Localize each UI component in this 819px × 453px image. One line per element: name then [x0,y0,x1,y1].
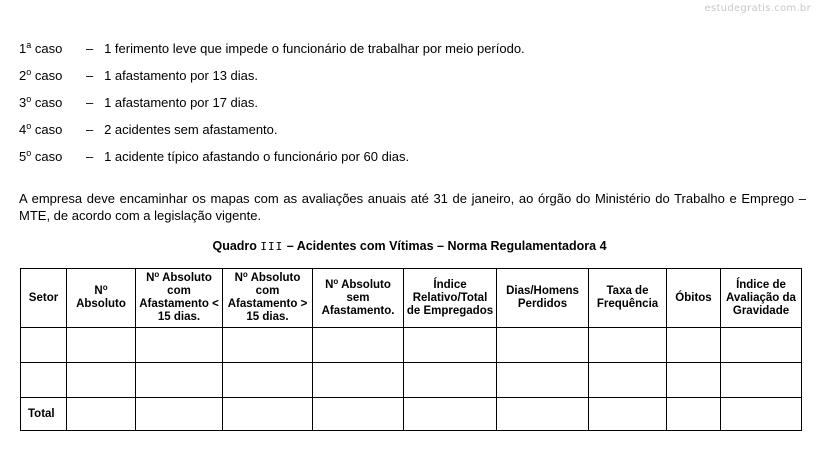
header-absoluto: $N^o$ Absoluto [67,269,136,328]
table-cell [589,363,667,398]
case-text: 1 acidente típico afastando o funcionário por 60 dias. [104,149,410,164]
header-obitos: Óbitos [667,269,721,328]
roman-numeral: III [260,240,284,253]
case-dash: – [86,68,94,83]
case-item [19,148,525,175]
case-text: 1 afastamento por 13 dias. [104,68,259,83]
table-cell [313,363,404,398]
table-cell [721,398,802,431]
table-cell [67,363,136,398]
table-cell [313,328,404,363]
case-number: 5$^o$ caso [19,148,63,164]
table-cell [136,328,223,363]
table-cell [497,328,589,363]
case-dash: – [86,122,94,137]
table-row [21,363,802,398]
case-item [19,121,525,148]
table-cell [721,328,802,363]
table-cell [136,363,223,398]
header-com-afastamento-menor-15: $N^o$ Absoluto com Afastamento < 15 dias. [136,269,223,328]
table-cell [404,398,497,431]
table-title: Quadro III – Acidentes com Vítimas – Norma Regulamentadora 4 [212,239,607,253]
case-item [19,40,525,67]
case-number: 1$^a$ caso [19,40,63,56]
watermark: estudegratis.com.br [704,3,811,14]
case-item [19,94,525,121]
table-cell [313,398,404,431]
table-cell [404,328,497,363]
header-dias-homens: Dias/Homens Perdidos [497,269,589,328]
table-row [21,328,802,363]
case-number: 4$^o$ caso [19,121,63,137]
table-cell [21,328,67,363]
table-cell [589,398,667,431]
table-cell [67,398,136,431]
case-list [19,40,525,175]
case-dash: – [86,149,94,164]
header-sem-afastamento: $N^o$ Absoluto sem Afastamento. [313,269,404,328]
total-label: Total [21,398,67,431]
table-cell [21,363,67,398]
case-text: 1 afastamento por 17 dias. [104,95,259,110]
table-cell [589,328,667,363]
accidents-table [20,268,802,431]
table-cell [136,398,223,431]
table-cell [721,363,802,398]
table-cell [67,328,136,363]
table-cell [223,398,313,431]
table-cell [667,398,721,431]
table-cell [667,363,721,398]
table-header-row [21,269,802,328]
case-text: 1 ferimento leve que impede o funcionário de trabalhar por meio período. [104,41,525,56]
case-number: 2$^o$ caso [19,67,63,83]
instruction-paragraph: A empresa deve encaminhar os mapas com as avaliações anuais até 31 de janeiro, ao órgão do Ministério do Trabalho e Emprego – MTE, de acordo com a legislação vigente. [19,191,806,223]
header-taxa-frequencia: Taxa de Frequência [589,269,667,328]
header-indice-gravidade: Índice de Avaliação da Gravidade [721,269,802,328]
header-indice-relativo: Índice Relativo/Total de Empregados [404,269,497,328]
table-cell [223,328,313,363]
case-dash: – [86,41,94,56]
table-cell [223,363,313,398]
table-cell [497,363,589,398]
header-com-afastamento-maior-15: $N^o$ Absoluto com Afastamento > 15 dias. [223,269,313,328]
case-number: 3$^o$ caso [19,94,63,110]
case-dash: – [86,95,94,110]
table-cell [497,398,589,431]
case-text: 2 acidentes sem afastamento. [104,122,278,137]
table-cell [404,363,497,398]
table-cell [667,328,721,363]
table-total-row [21,398,802,431]
case-item [19,67,525,94]
header-setor: Setor [21,269,67,328]
